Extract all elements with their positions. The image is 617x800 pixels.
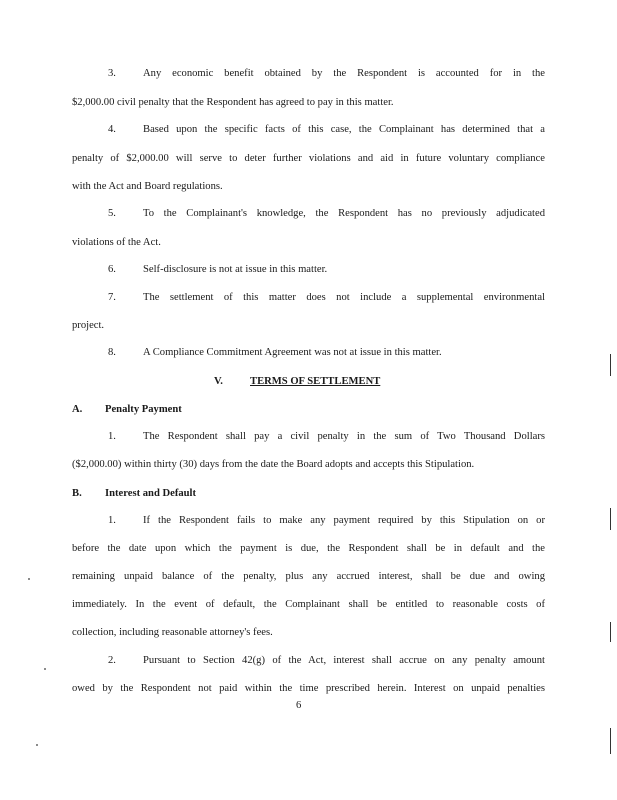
paragraph-5-line-1: To the Complainant's knowledge, the Respondent has no previously adjudicated [143,208,545,219]
section-title: TERMS OF SETTLEMENT [250,376,381,387]
subsection-b-paragraph-1-line-4: immediately. In the event of default, the Complainant shall be entitled to reasonable costs of [72,599,545,610]
subsection-b-paragraph-1-line-5: collection, including reasonable attorney's fees. [72,627,273,638]
subsection-b-paragraph-2-line-2: owed by the Respondent not paid within the time prescribed herein. Interest on unpaid penalties [72,683,545,694]
subsection-b-paragraph-1-number: 1. [108,515,116,526]
subsection-b-paragraph-1-line-2: before the date upon which the payment is due, the Respondent shall be in default and the [72,543,545,554]
paragraph-7-line-1: The settlement of this matter does not include a supplemental environmental [143,292,545,303]
subsection-a-letter: A. [72,404,83,415]
scan-speck [44,668,46,670]
paragraph-3-number: 3. [108,68,116,79]
paragraph-6-line-1: Self-disclosure is not at issue in this matter. [143,264,328,275]
paragraph-8-number: 8. [108,347,116,358]
subsection-a-paragraph-1-line-1: The Respondent shall pay a civil penalty in the sum of Two Thousand Dollars [143,431,545,442]
subsection-b-paragraph-2-line-1: Pursuant to Section 42(g) of the Act, interest shall accrue on any penalty amount [143,655,545,666]
subsection-b-title: Interest and Default [105,488,197,499]
paragraph-7-line-2: project. [72,320,105,331]
paragraph-6-number: 6. [108,264,116,275]
paragraph-3-line-2: $2,000.00 civil penalty that the Respondent has agreed to pay in this matter. [72,97,394,108]
paragraph-3-line-1: Any economic benefit obtained by the Respondent is accounted for in the [143,68,545,79]
scan-artifact-mark [610,508,611,530]
subsection-a-paragraph-1-number: 1. [108,431,116,442]
paragraph-7-number: 7. [108,292,116,303]
subsection-a-title: Penalty Payment [105,404,182,415]
paragraph-8-line-1: A Compliance Commitment Agreement was not at issue in this matter. [143,347,442,358]
paragraph-4-line-3: with the Act and Board regulations. [72,181,223,192]
subsection-b-letter: B. [72,488,82,499]
scan-speck [28,578,30,580]
paragraph-4-line-1: Based upon the specific facts of this case, the Complainant has determined that a [143,124,545,135]
paragraph-4-line-2: penalty of $2,000.00 will serve to deter further violations and aid in future voluntary compliance [72,153,545,164]
scan-speck [36,744,38,746]
scan-artifact-mark [610,622,611,642]
subsection-b-paragraph-2-number: 2. [108,655,116,666]
scan-artifact-mark [610,728,611,754]
page-number: 6 [296,700,302,711]
paragraph-5-line-2: violations of the Act. [72,237,161,248]
scan-artifact-mark [610,354,611,376]
subsection-b-paragraph-1-line-1: If the Respondent fails to make any payment required by this Stipulation on or [143,515,545,526]
paragraph-4-number: 4. [108,124,116,135]
subsection-a-paragraph-1-line-2: ($2,000.00) within thirty (30) days from the date the Board adopts and accepts this Stipulation. [72,459,475,470]
section-number: V. [214,376,223,387]
subsection-b-paragraph-1-line-3: remaining unpaid balance of the penalty, plus any accrued interest, shall be due and owing [72,571,545,582]
paragraph-5-number: 5. [108,208,116,219]
